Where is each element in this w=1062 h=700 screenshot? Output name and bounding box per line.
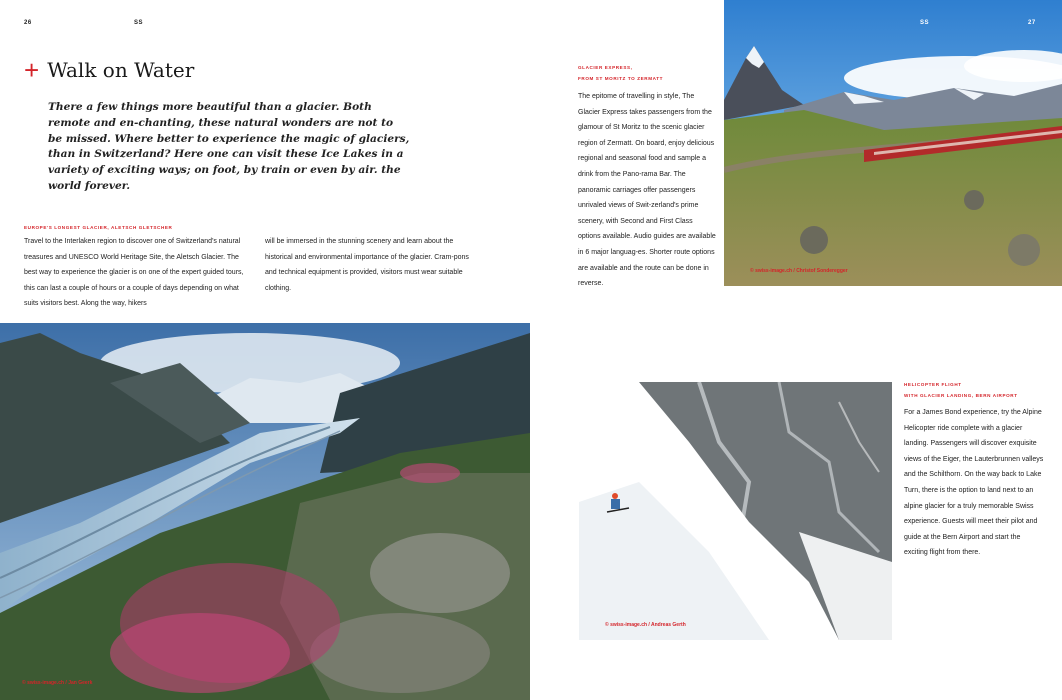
lede-paragraph: There a few things more beautiful than a glacier. Both remote and en-chanting, these natural wonders are not to be missed. Where better to experience the magic of glaciers, than in Switzerland? Here one can visit these Ice Lakes in a variety of exciting ways; on foot, by train or even by air. the world forever. bbox=[48, 101, 410, 192]
page-number-left: 26 bbox=[24, 20, 32, 26]
aletsch-kicker: EUROPE'S LONGEST GLACIER, ALETSCH GLETSCHER bbox=[24, 225, 173, 230]
skier-photo bbox=[579, 382, 892, 640]
headline bbox=[24, 55, 195, 85]
express-kicker bbox=[578, 62, 718, 84]
heli-kicker-line-2: WITH GLACIER LANDING, BERN AIRPORT bbox=[904, 393, 1018, 398]
matterhorn-train-photo bbox=[724, 0, 1062, 286]
heli-body: For a James Bond experience, try the Alpine Helicopter ride complete with a glacier landing. Passengers will discover exquisite views of the Eiger, the Lauterbrunnen valleys and the Schilthorn. On the way back to Lake Turn, there is the option to land next to an alpine glacier for a truly memorable Swiss experience. Guests will meet their pilot and guide at the Bern Airport and start the exciting flight from there. bbox=[904, 409, 1044, 557]
aletsch-column-1: Travel to the Interlaken region to discover one of Switzerland's natural treasures and UNESCO World Heritage Site, the Aletsch Glacier. The best way to experience the glacier is on one of the expert guided tours, this can last a couple of hours or a couple of days depending on what suits visitors best. Along the way, hikers bbox=[24, 238, 244, 308]
express-kicker-line-2: FROM ST MORITZ TO ZERMATT bbox=[578, 76, 664, 81]
section-mark-right: SS bbox=[920, 20, 930, 26]
article-title: Walk on Water bbox=[47, 58, 195, 82]
aletsch-photo-caption: © swiss-image.ch / Jan Geerk bbox=[22, 680, 93, 686]
skier-illustration bbox=[579, 382, 892, 640]
express-photo-caption: © swiss-image.ch / Christof Sonderegger bbox=[750, 268, 848, 274]
heli-kicker-line-1: HELICOPTER FLIGHT bbox=[904, 382, 962, 387]
skier-photo-caption: © swiss-image.ch / Andreas Gerth bbox=[605, 622, 686, 628]
aletsch-glacier-illustration bbox=[0, 323, 530, 700]
express-body: The epitome of travelling in style, The Glacier Express takes passengers from the glamour of St Moritz to the scenic glacier region of Zermatt. On board, enjoy delicious regional and seasonal food and sample a drink from the Pano-rama Bar. The panoramic carriages offer passengers unrivaled views of Swit-zerland's prime scenery, with Second and First Class options available. Audio guides are available in 6 major languag-es. Shorter route options are available and the route can be done in reverse. bbox=[578, 93, 716, 288]
plus-icon: + bbox=[24, 55, 40, 85]
section-mark-left: SS bbox=[134, 20, 144, 26]
express-kicker-line-1: GLACIER EXPRESS, bbox=[578, 65, 633, 70]
aletsch-glacier-photo bbox=[0, 323, 530, 700]
page-number-right: 27 bbox=[1028, 20, 1036, 26]
heli-kicker bbox=[904, 379, 1054, 401]
aletsch-column-2: will be immersed in the stunning scenery and learn about the historical and environmental importance of the glacier. Cram-pons and technical equipment is provided, visitors must wear suitable clothing. bbox=[265, 238, 469, 292]
matterhorn-train-illustration bbox=[724, 0, 1062, 286]
